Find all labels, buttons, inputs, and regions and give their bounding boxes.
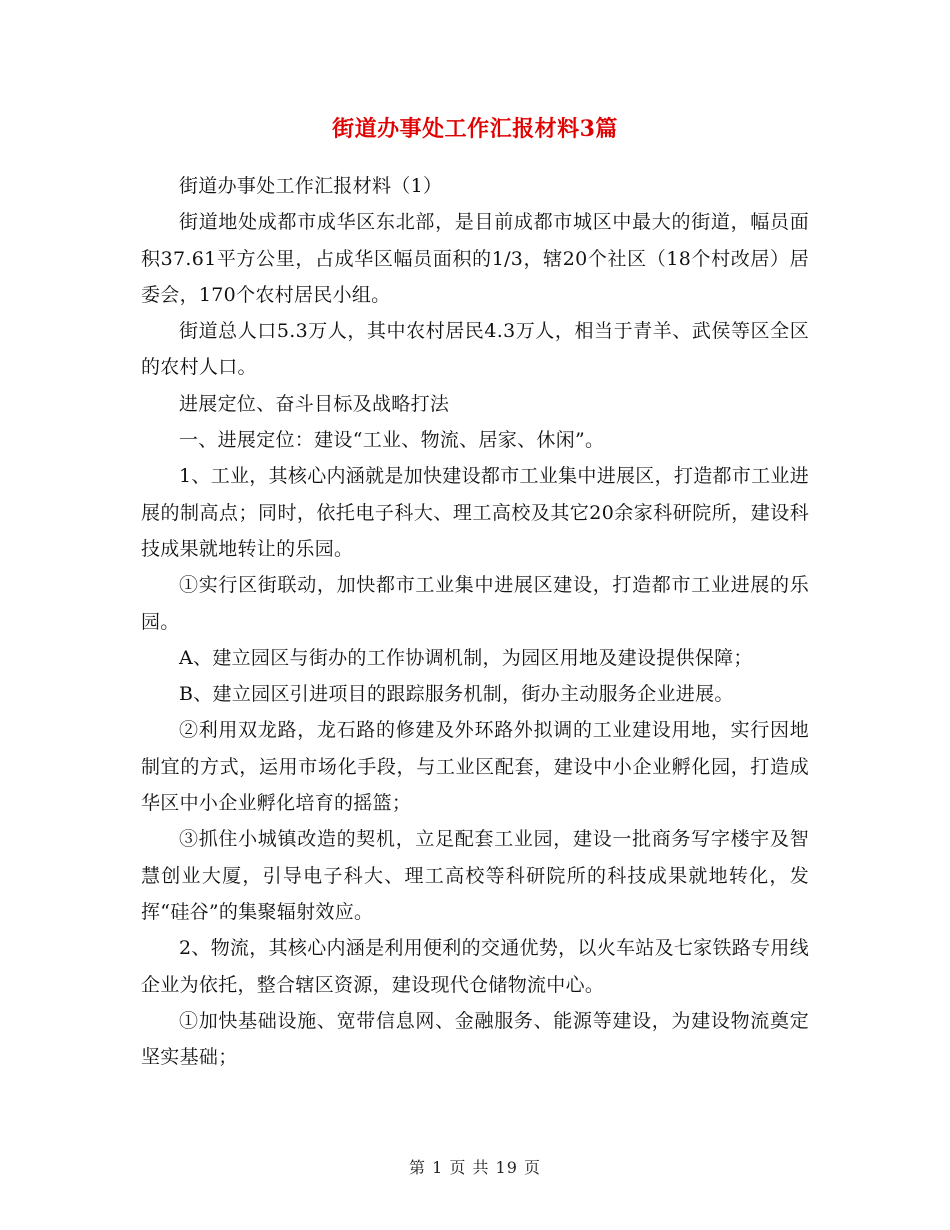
paragraph-item-3: ③抓住小城镇改造的契机，立足配套工业园，建设一批商务写字楼宇及智慧创业大厦，引导电子科大、理工高校等科研院所的科技成果就地转化，发挥“硅谷”的集聚辐射效应。 <box>141 828 809 923</box>
paragraph-subtitle: 街道办事处工作汇报材料（1） <box>179 175 443 197</box>
page-number: 第 1 页 共 19 页 <box>409 1158 541 1177</box>
paragraph-positioning: 一、进展定位：建设“工业、物流、居家、休闲”。 <box>179 429 605 452</box>
paragraph-industry: 1、工业，其核心内涵就是加快建设都市工业集中进展区，打造都市工业进展的制高点；同时，依托电子科大、理工高校及其它20余家科研院所，建设科技成果就地转让的乐园。 <box>141 465 809 560</box>
document-title: 街道办事处工作汇报材料3篇 <box>332 116 618 142</box>
paragraph-item-2: ②利用双龙路，龙石路的修建及外环路外拟调的工业建设用地，实行因地制宜的方式，运用市场化手段，与工业区配套，建设中小企业孵化园，打造成华区中小企业孵化培育的摇篮； <box>141 719 809 815</box>
paragraph-item-b: B、建立园区引进项目的跟踪服务机制，街办主动服务企业进展。 <box>179 683 734 706</box>
document-body <box>141 168 809 1075</box>
paragraph-logistics-item-1: ①加快基础设施、宽带信息网、金融服务、能源等建设，为建设物流奠定坚实基础； <box>141 1009 809 1069</box>
paragraph-logistics: 2、物流，其核心内涵是利用便利的交通优势，以火车站及七家铁路专用线企业为依托，整合辖区资源，建设现代仓储物流中心。 <box>141 937 809 996</box>
paragraph-item-a: A、建立园区与街办的工作协调机制，为园区用地及建设提供保障； <box>179 646 753 669</box>
paragraph-section-heading: 进展定位、奋斗目标及战略打法 <box>179 392 450 415</box>
paragraph-location: 街道地处成都市成华区东北部，是目前成都市城区中最大的街道，幅员面积37.61平方公里，占成华区幅员面积的1/3，辖20个社区（18个村改居）居委会，170个农村居民小组。 <box>141 211 809 306</box>
paragraph-population: 街道总人口5.3万人，其中农村居民4.3万人，相当于青羊、武侯等区全区的农村人口。 <box>141 320 809 379</box>
paragraph-item-1: ①实行区街联动，加快都市工业集中进展区建设，打造都市工业进展的乐园。 <box>141 574 809 633</box>
